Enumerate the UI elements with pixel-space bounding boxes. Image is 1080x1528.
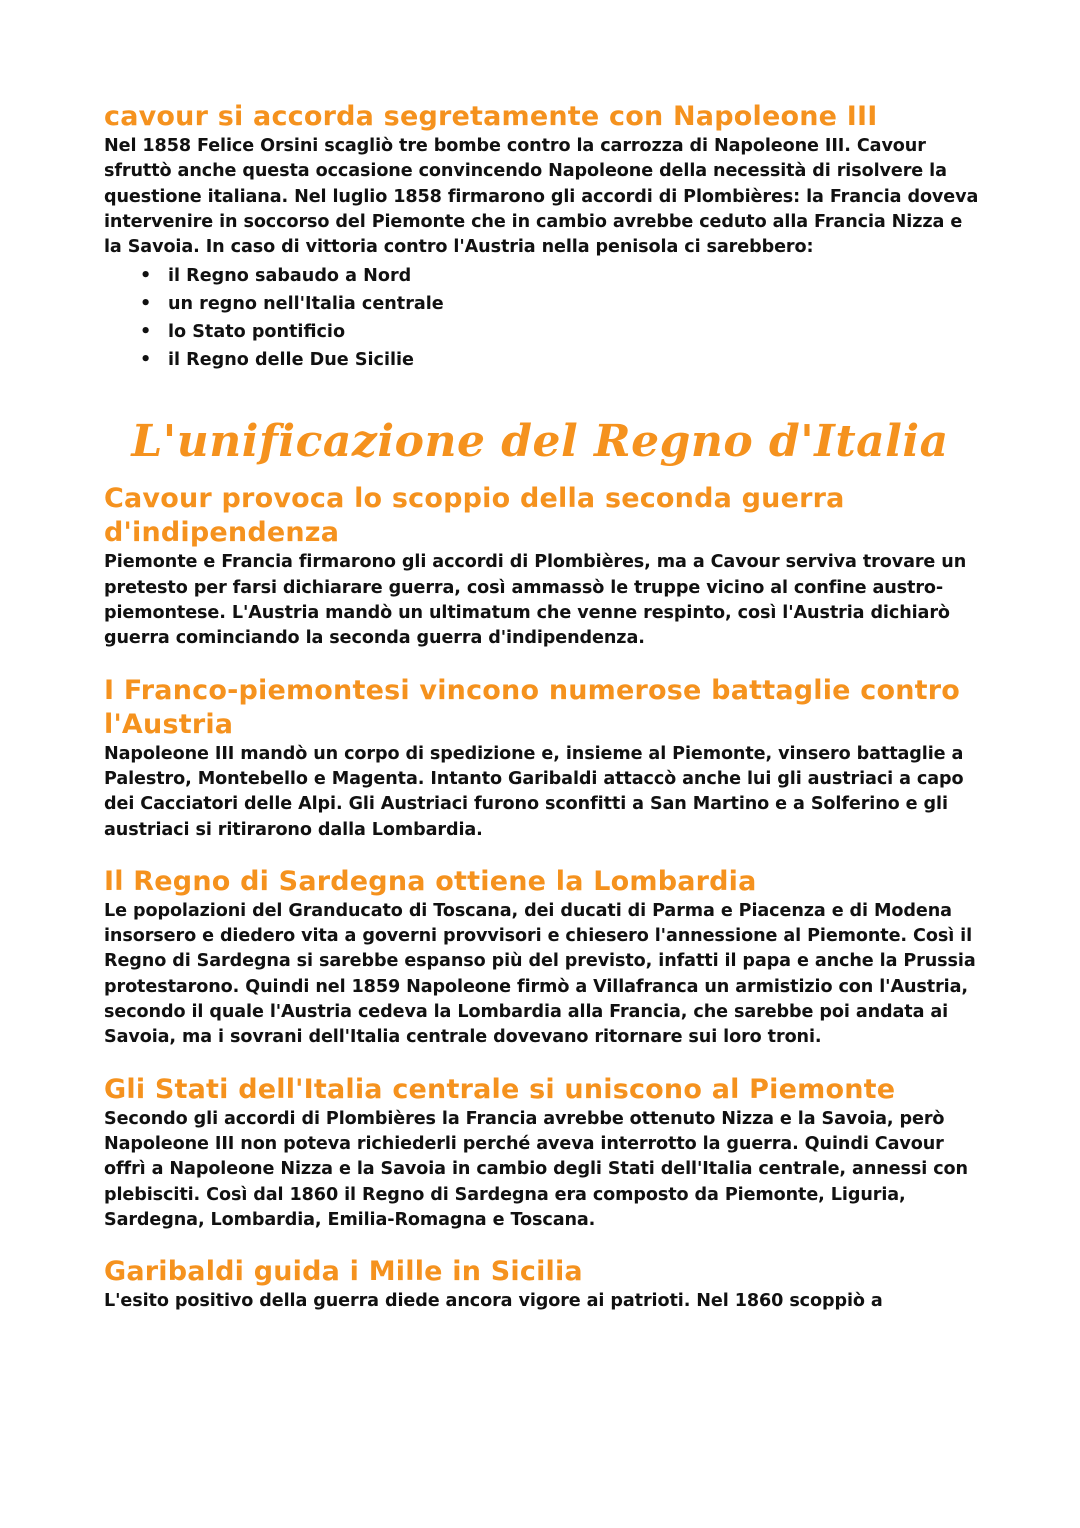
section-heading: cavour si accorda segretamente con Napoleone III bbox=[104, 101, 878, 132]
section-cavour-napoleone bbox=[104, 100, 984, 374]
section-heading: I Franco-piemontesi vincono numerose battaglie contro l'Austria bbox=[104, 674, 961, 740]
bullet-dot-icon: • bbox=[140, 266, 152, 287]
section-body: Napoleone III mandò un corpo di spedizione e, insieme al Piemonte, vinsero battaglie a Palestro, Montebello e Magenta. Intanto Garibaldi attaccò anche lui gli austriaci a capo dei Cacciatori delle Alpi. Gli Austriaci furono sconfitti a San Martino e a Solferino e gli austriaci si ritirarono dalla Lombardia. bbox=[104, 743, 964, 840]
bullet-item: • un regno nell'Italia centrale bbox=[104, 290, 984, 318]
section-seconda-guerra bbox=[104, 482, 984, 651]
section-heading: Il Regno di Sardegna ottiene la Lombardia bbox=[104, 865, 757, 897]
bullet-dot-icon: • bbox=[140, 294, 152, 315]
section-battaglie bbox=[104, 674, 984, 843]
section-body: Secondo gli accordi di Plombières la Francia avrebbe ottenuto Nizza e la Savoia, però Napoleone III non poteva richiederli perché aveva interrotto la guerra. Quindi Cavour offrì a Napoleone Nizza e la Savoia in cambio degli Stati dell'Italia centrale, annessi con plebisciti. Così dal 1860 il Regno di Sardegna era composto da Piemonte, Liguria, Sardegna, Lombardia, Emilia-Romagna e Toscana. bbox=[104, 1108, 968, 1230]
page-title: L'unificazione del Regno d'Italia bbox=[131, 416, 949, 468]
section-body: Nel 1858 Felice Orsini scagliò tre bombe contro la carrozza di Napoleone III. Cavour sfruttò anche questa occasione convincendo Napoleone della necessità di risolvere la questione italiana. Nel luglio 1858 firmarono gli accordi di Plombières: la Francia doveva intervenire in soccorso del Piemonte che in cambio avrebbe ceduto alla Francia Nizza e la Savoia. In caso di vittoria contro l'Austria nella penisola ci sarebbero: bbox=[104, 136, 979, 258]
section-heading: Cavour provoca lo scoppio della seconda guerra d'indipendenza bbox=[104, 483, 845, 549]
bullet-item: • lo Stato pontificio bbox=[104, 318, 984, 346]
bullet-item: • il Regno delle Due Sicilie bbox=[104, 346, 984, 374]
bullet-dot-icon: • bbox=[140, 350, 152, 371]
section-body: Piemonte e Francia firmarono gli accordi di Plombières, ma a Cavour serviva trovare un pretesto per farsi dichiarare guerra, così ammassò le truppe vicino al confine austro-piemontese. L'Austria mandò un ultimatum che venne respinto, così l'Austria dichiarò guerra cominciando la seconda guerra d'indipendenza. bbox=[104, 552, 967, 649]
section-italia-centrale bbox=[104, 1073, 984, 1233]
bullet-dot-icon: • bbox=[140, 322, 152, 343]
document-page bbox=[104, 100, 984, 1314]
section-body: Le popolazioni del Granducato di Toscana, dei ducati di Parma e Piacenza e di Modena insorsero e diedero vita a governi provvisori e chiesero l'annessione al Piemonte. Così il Regno di Sardegna si sarebbe espanso più del previsto, infatti il papa e anche la Prussia protestarono. Quindi nel 1859 Napoleone firmò a Villafranca un armistizio con l'Austria, secondo il quale l'Austria cedeva la Lombardia alla Francia, che sarebbe poi andata ai Savoia, ma i sovrani dell'Italia centrale dovevano ritornare sui loro troni. bbox=[104, 900, 976, 1048]
section-body: L'esito positivo della guerra diede ancora vigore ai patrioti. Nel 1860 scoppiò a bbox=[104, 1291, 883, 1312]
section-mille bbox=[104, 1255, 984, 1314]
bullet-list bbox=[104, 262, 984, 374]
section-heading: Gli Stati dell'Italia centrale si uniscono al Piemonte bbox=[104, 1073, 896, 1105]
section-lombardia bbox=[104, 865, 984, 1051]
section-heading: Garibaldi guida i Mille in Sicilia bbox=[104, 1256, 583, 1288]
bullet-item: • il Regno sabaudo a Nord bbox=[104, 262, 984, 290]
